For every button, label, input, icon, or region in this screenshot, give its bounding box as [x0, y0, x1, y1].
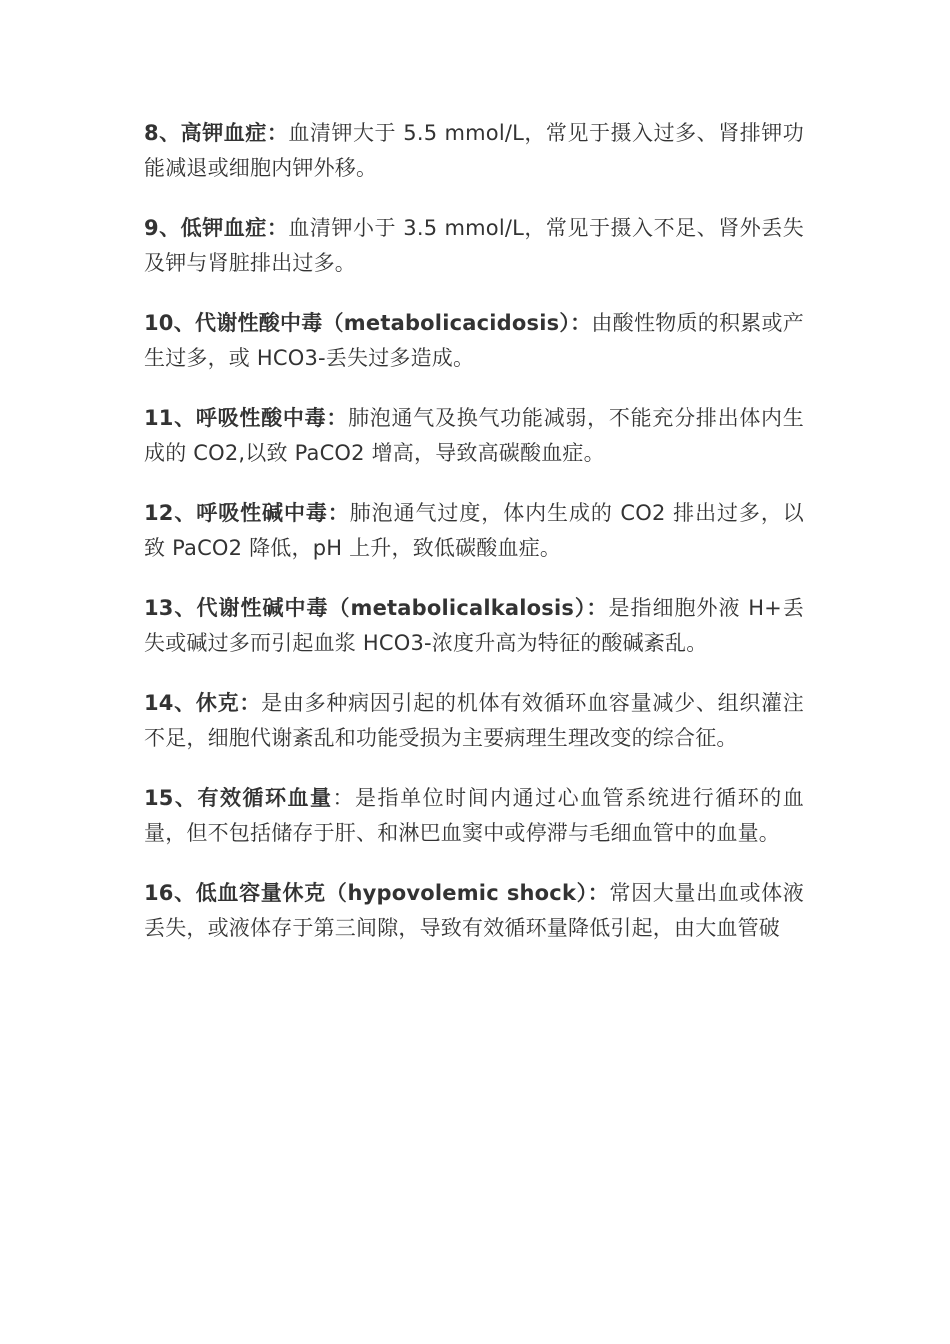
- entry-definition: 肺泡通气及换气功能减弱，不能充分排出体内生成的 CO2,以致 PaCO2 增高，导致高碳酸血症。: [144, 406, 804, 465]
- entry-term: 13、代谢性碱中毒（metabolicalkalosis）：: [144, 596, 609, 620]
- entry-definition: 血清钾小于 3.5 mmol/L，常见于摄入不足、肾外丢失及钾与肾脏排出过多。: [144, 216, 805, 275]
- entry-term: 10、代谢性酸中毒（metabolicacidosis）：: [144, 311, 592, 335]
- entry-term: 12、呼吸性碱中毒：: [144, 501, 350, 525]
- entry-term: 9、低钾血症：: [144, 216, 289, 240]
- entry-definition: 血清钾大于 5.5 mmol/L，常见于摄入过多、肾排钾功能减退或细胞内钾外移。: [144, 121, 805, 180]
- glossary-entry-14: [144, 686, 804, 756]
- entry-term: 11、呼吸性酸中毒：: [144, 406, 349, 430]
- entry-term: 16、低血容量休克（hypovolemic shock）：: [144, 881, 610, 905]
- entry-definition: 常因大量出血或体液丢失，或液体存于第三间隙，导致有效循环量降低引起，由大血管破: [144, 881, 804, 940]
- glossary-entry-12: [144, 496, 804, 566]
- glossary-entry-16: [144, 876, 804, 946]
- glossary-entry-13: [144, 591, 804, 661]
- entry-term: 8、高钾血症：: [144, 121, 289, 145]
- glossary-list: [144, 116, 804, 971]
- entry-definition: 是指细胞外液 H+丢失或碱过多而引起血浆 HCO3-浓度升高为特征的酸碱紊乱。: [144, 596, 804, 655]
- entry-definition: ：是指单位时间内通过心血管系统进行循环的血量，但不包括储存于肝、和淋巴血窦中或停滞与毛细血管中的血量。: [144, 786, 804, 845]
- glossary-entry-15: [144, 781, 804, 851]
- glossary-entry-10: [144, 306, 804, 376]
- entry-definition: 由酸性物质的积累或产生过多，或 HCO3-丢失过多造成。: [144, 311, 805, 370]
- glossary-entry-8: [144, 116, 804, 186]
- glossary-entry-9: [144, 211, 804, 281]
- entry-definition: 是由多种病因引起的机体有效循环血容量减少、组织灌注不足，细胞代谢紊乱和功能受损为主要病理生理改变的综合征。: [144, 691, 804, 750]
- entry-term: 15、有效循环血量: [144, 786, 333, 810]
- glossary-entry-11: [144, 401, 804, 471]
- entry-definition: 肺泡通气过度，体内生成的 CO2 排出过多，以致 PaCO2 降低，pH 上升，致低碳酸血症。: [144, 501, 804, 560]
- entry-term: 14、休克：: [144, 691, 262, 715]
